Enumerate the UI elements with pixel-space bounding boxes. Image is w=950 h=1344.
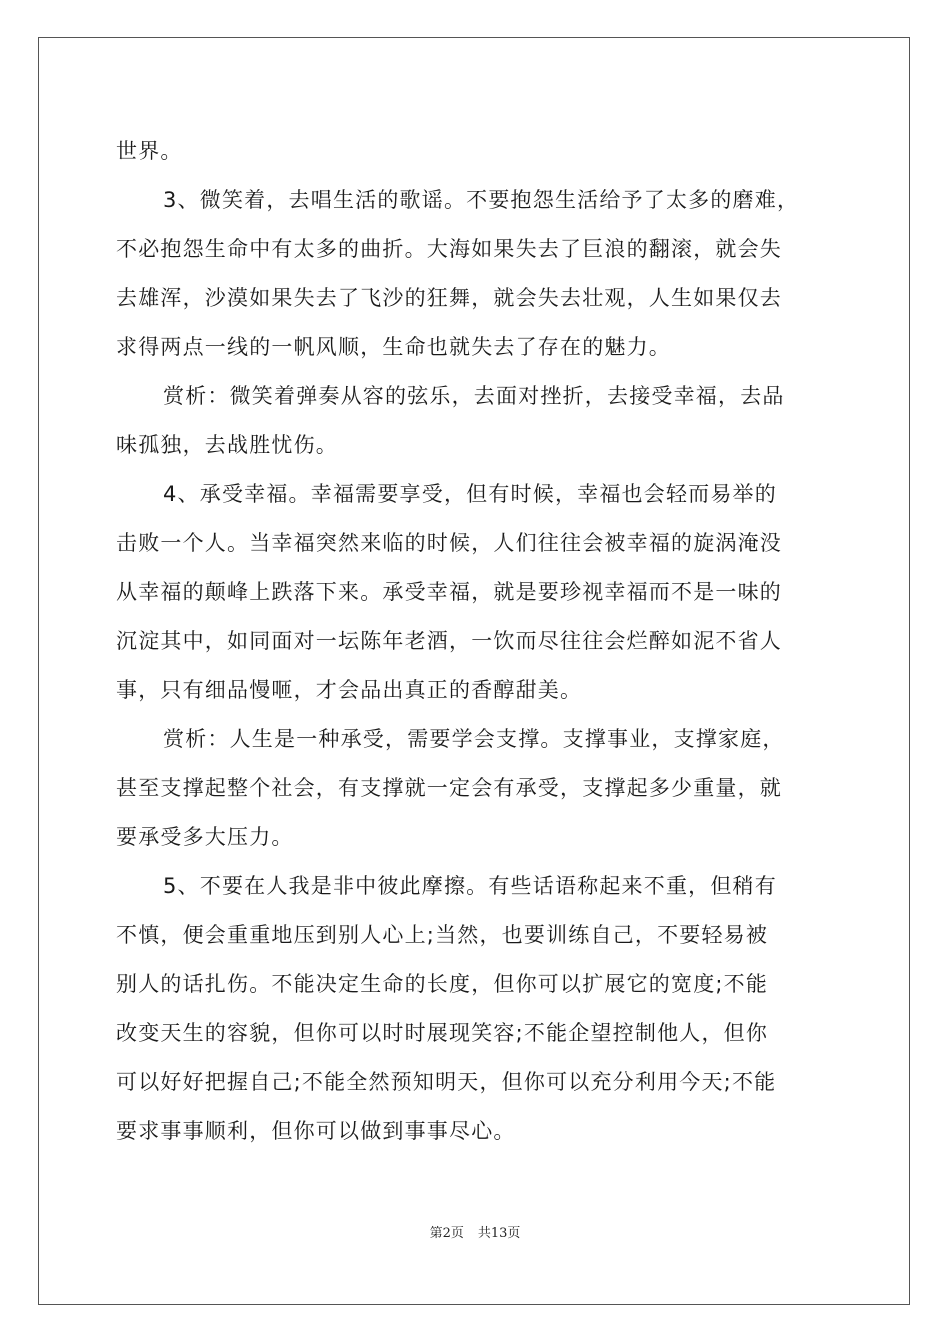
text-line: 甚至支撑起整个社会，有支撑就一定会有承受，支撑起多少重量，就 bbox=[116, 776, 782, 800]
text-line: 味孤独，去战胜忧伤。 bbox=[116, 433, 338, 457]
text-line: 事，只有细品慢咂，才会品出真正的香醇甜美。 bbox=[116, 678, 583, 702]
text-line: 不慎，便会重重地压到别人心上;当然，也要训练自己，不要轻易被 bbox=[116, 923, 769, 947]
page-footer bbox=[0, 1222, 950, 1241]
total-pages: 共13页 bbox=[477, 1226, 521, 1241]
text-line: 别人的话扎伤。不能决定生命的长度，但你可以扩展它的宽度;不能 bbox=[116, 972, 769, 996]
text-line: 沉淀其中，如同面对一坛陈年老酒，一饮而尽往往会烂醉如泥不省人 bbox=[116, 629, 782, 653]
text-line: 从幸福的颠峰上跌落下来。承受幸福，就是要珍视幸福而不是一味的 bbox=[116, 580, 782, 604]
text-line: 改变天生的容貌，但你可以时时展现笑容;不能企望控制他人，但你 bbox=[116, 1021, 769, 1045]
text-line: 4、承受幸福。幸福需要享受，但有时候，幸福也会轻而易举的 bbox=[163, 482, 777, 506]
text-line: 不必抱怨生命中有太多的曲折。大海如果失去了巨浪的翻滚，就会失 bbox=[116, 237, 782, 261]
text-line: 赏析：微笑着弹奏从容的弦乐，去面对挫折，去接受幸福，去品 bbox=[163, 384, 785, 408]
text-line: 要承受多大压力。 bbox=[116, 825, 294, 849]
text-line: 求得两点一线的一帆风顺，生命也就失去了存在的魅力。 bbox=[116, 335, 671, 359]
text-line: 可以好好把握自己;不能全然预知明天，但你可以充分利用今天;不能 bbox=[116, 1070, 777, 1094]
page-number: 第2页 bbox=[429, 1226, 464, 1241]
text-line: 要求事事顺利，但你可以做到事事尽心。 bbox=[116, 1119, 516, 1143]
text-line: 3、微笑着，去唱生活的歌谣。不要抱怨生活给予了太多的磨难， bbox=[163, 188, 800, 212]
text-line: 去雄浑，沙漠如果失去了飞沙的狂舞，就会失去壮观，人生如果仅去 bbox=[116, 286, 782, 310]
document-body bbox=[116, 127, 836, 1156]
text-line: 赏析：人生是一种承受，需要学会支撑。支撑事业，支撑家庭， bbox=[163, 727, 785, 751]
text-line: 击败一个人。当幸福突然来临的时候，人们往往会被幸福的旋涡淹没 bbox=[116, 531, 782, 555]
text-line: 世界。 bbox=[116, 139, 183, 163]
text-line: 5、不要在人我是非中彼此摩擦。有些话语称起来不重，但稍有 bbox=[163, 874, 777, 898]
